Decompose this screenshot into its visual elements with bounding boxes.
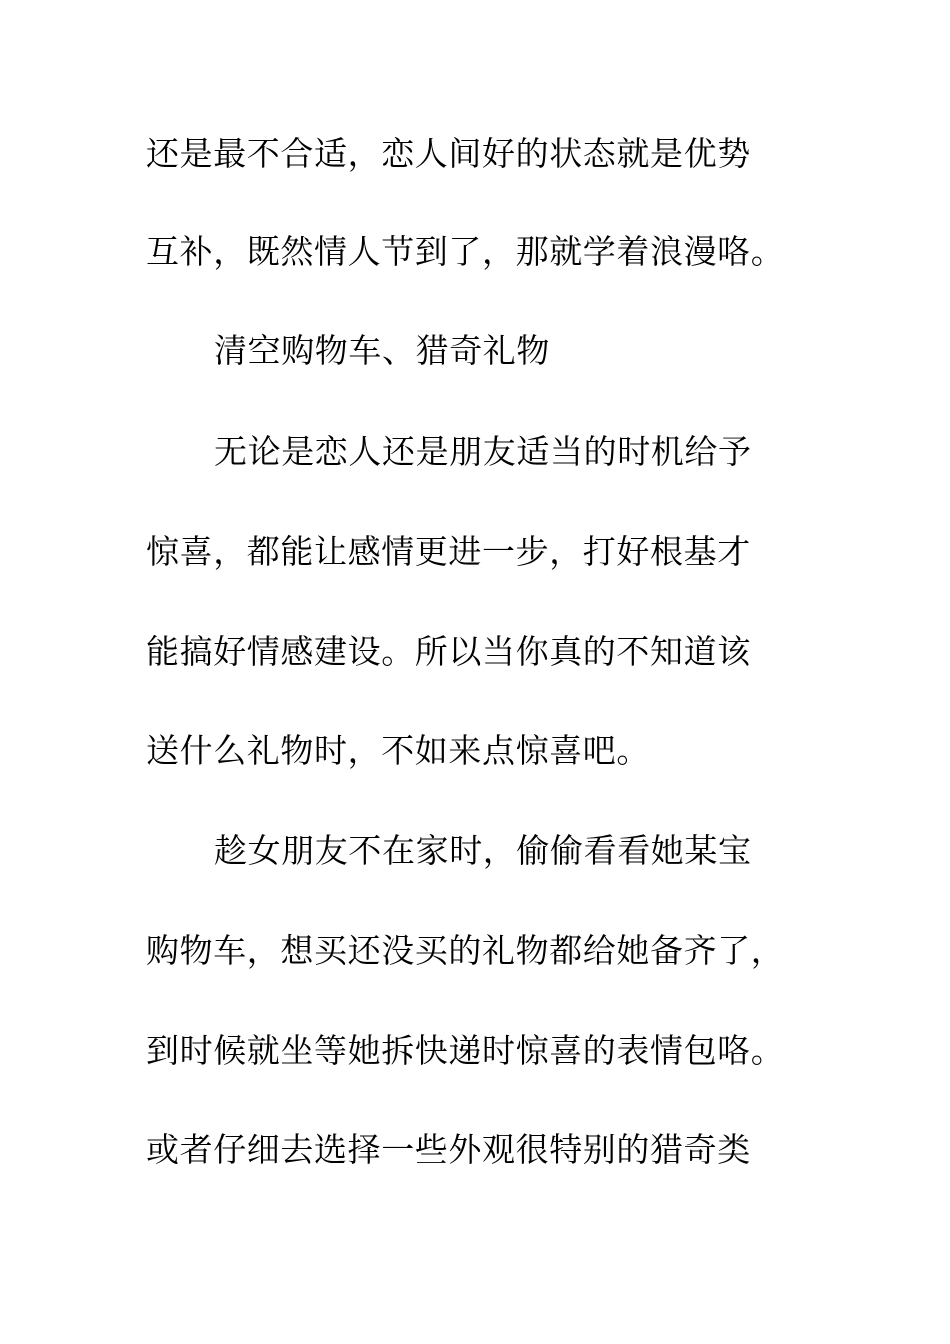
paragraph-line: 惊喜，都能让感情更进一步，打好根基才 [146, 532, 751, 571]
paragraph-line: 送什么礼物时，不如来点惊喜吧。 [146, 731, 650, 770]
paragraph-line: 还是最不合适，恋人间好的状态就是优势 [146, 134, 751, 173]
section-heading: 清空购物车、猎奇礼物 [214, 331, 550, 370]
paragraph-line: 能搞好情感建设。所以当你真的不知道该 [146, 632, 751, 671]
paragraph-line: 购物车，想买还没买的礼物都给她备齐了， [146, 931, 785, 970]
paragraph-line: 无论是恋人还是朋友适当的时机给予 [214, 432, 752, 471]
paragraph-line: 到时候就坐等她拆快递时惊喜的表情包咯。 [146, 1031, 785, 1070]
paragraph-line: 趁女朋友不在家时，偷偷看看她某宝 [214, 831, 752, 870]
paragraph-line: 互补，既然情人节到了，那就学着浪漫咯。 [146, 232, 785, 271]
paragraph-line: 或者仔细去选择一些外观很特别的猎奇类 [146, 1130, 751, 1169]
